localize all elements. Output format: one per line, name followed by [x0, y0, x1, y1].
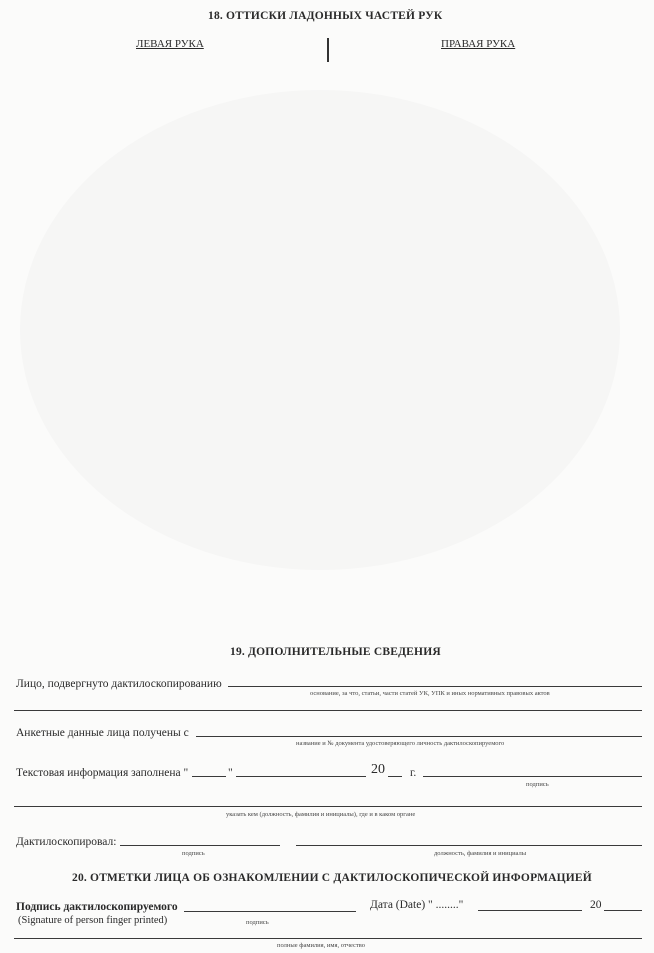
right-hand-label: ПРАВАЯ РУКА: [441, 38, 516, 50]
left-hand-label: ЛЕВАЯ РУКА: [136, 38, 204, 50]
fp-signature-hint: подпись: [182, 850, 205, 857]
hand-divider: [327, 38, 329, 62]
scan-smudge: [20, 90, 620, 570]
signature-hint: подпись: [246, 919, 269, 926]
personal-data-label: Анкетные данные лица получены с: [16, 727, 189, 739]
full-name-field[interactable]: [14, 938, 642, 939]
year-prefix: 20: [371, 762, 385, 777]
filled-by-hint: указать кем (должность, фамилия и инициалы), где и в каком органе: [226, 811, 416, 818]
signature-label: Подпись дактилоскопируемого: [16, 901, 178, 913]
subjected-field[interactable]: [228, 686, 642, 687]
subjected-hint: основание, за что, статьи, части статей УК, УПК и иных нормативных правовых актов: [310, 690, 550, 697]
full-name-hint: полные фамилия, имя, отчество: [277, 942, 366, 949]
signature-label-en: (Signature of person finger printed): [18, 915, 168, 926]
section-20-title: 20. ОТМЕТКИ ЛИЦА ОБ ОЗНАКОМЛЕНИИ С ДАКТИЛОСКОПИЧЕСКОЙ ИНФОРМАЦИЕЙ: [72, 872, 592, 884]
year-suffix: г.: [410, 767, 417, 779]
date-year-field[interactable]: [604, 910, 642, 911]
day-close-quote: ": [228, 767, 233, 779]
month-field[interactable]: [236, 776, 366, 777]
subjected-label: Лицо, подвергнуто дактилоскопированию: [16, 678, 222, 690]
fp-position-hint: должность, фамилия и инициалы: [434, 850, 527, 857]
filled-signature-field[interactable]: [423, 776, 642, 777]
date-month-field[interactable]: [478, 910, 582, 911]
section-18-title: 18. ОТТИСКИ ЛАДОННЫХ ЧАСТЕЙ РУК: [208, 10, 443, 22]
filled-signature-hint: подпись: [526, 781, 549, 788]
text-filled-label: Текстовая информация заполнена ": [16, 767, 189, 779]
year-field[interactable]: [388, 776, 402, 777]
section-19-title: 19. ДОПОЛНИТЕЛЬНЫЕ СВЕДЕНИЯ: [230, 646, 441, 658]
personal-data-hint: название и № документа удостоверяющего личность дактилоскопируемого: [296, 740, 505, 747]
date-label: Дата (Date) " ........": [370, 899, 464, 911]
filled-by-field[interactable]: [14, 806, 642, 807]
day-field[interactable]: [192, 776, 226, 777]
personal-data-field[interactable]: [196, 736, 642, 737]
fp-signature-field[interactable]: [120, 845, 280, 846]
subjected-field-line-2[interactable]: [14, 710, 642, 711]
fingerprinted-label: Дактилоскопировал:: [16, 836, 117, 848]
signature-field[interactable]: [184, 911, 356, 912]
date-year-prefix: 20: [590, 899, 602, 911]
fp-position-field[interactable]: [296, 845, 642, 846]
